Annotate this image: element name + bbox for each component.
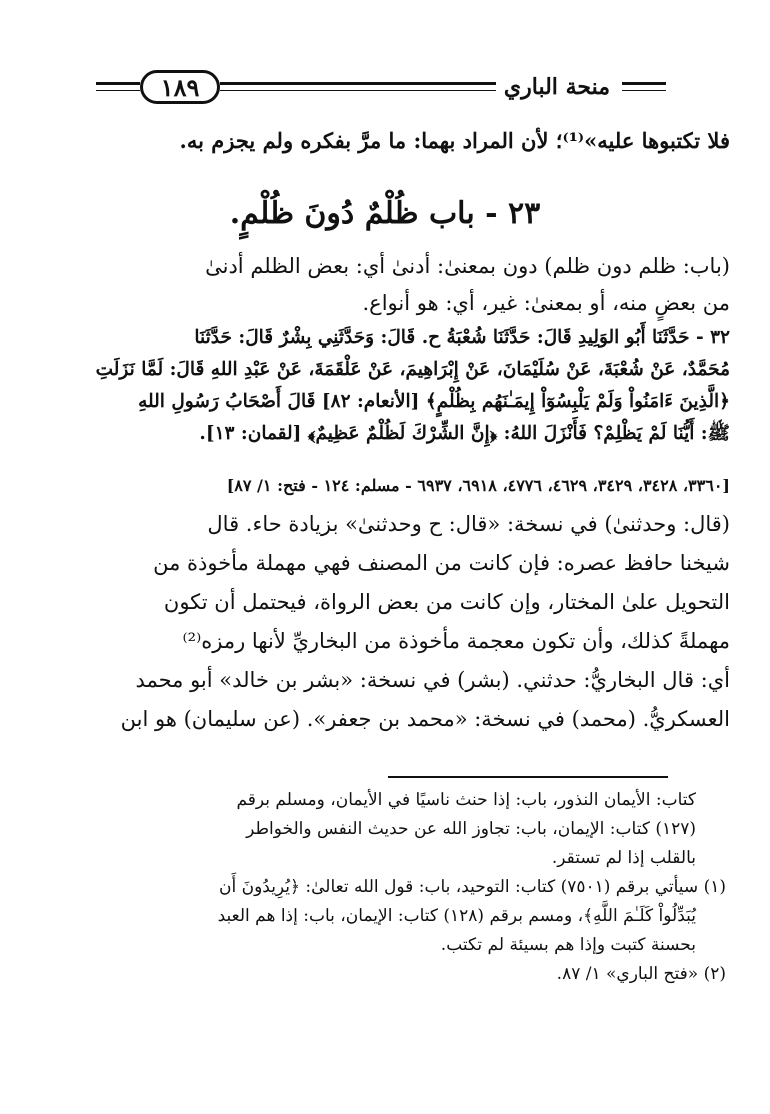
book-title: منحة الباري [503,74,610,100]
hadith-line: ﷺ: أَيُّنَا لَمْ يَظْلِمْ؟ فَأَنْزَلَ اللهُ: ﴿إِنَّ الشِّرْكَ لَظُلْمٌ عَظِيمٌ﴾ [لقمان: ١٣]. [199,423,730,444]
hadith-references: [٣٣٦٠، ٣٤٢٨، ٣٤٢٩، ٤٦٢٩، ٤٧٧٦، ٦٩١٨، ٦٩٣٧ - مسلم: ١٢٤ - فتح: ١/ ٨٧] [226,476,730,495]
footnote-line: (١٢٧) كتاب: الإيمان، باب: تجاوز الله عن حديث النفس والخواطر [246,819,696,839]
commentary-line: العسكريُّ. (محمد) في نسخة: «محمد بن جعفر». (عن سليمان) هو ابن [120,707,730,731]
footnote-line: بحسنة كتبت وإذا هم بسيئة لم تكتب. [440,935,696,955]
hadith-line: ٣٢ - حَدَّثَنَا أَبُو الوَلِيدِ قَالَ: حَدَّثَنَا شُعْبَةُ ح. قَالَ: وَحَدَّثَنِي بِشْرٌ قَالَ: حَدَّثَنَا [194,327,730,348]
header-rule-left-thin [96,90,140,91]
commentary-line: مهملةً كذلك، وأن تكون معجمة مأخوذة من البخاريِّ لأنها رمزه⁽²⁾ [182,629,730,653]
commentary-line: (قال: وحدثنىٰ) في نسخة: «قال: ح وحدثنىٰ» بزيادة حاء. قال [207,512,730,536]
footnote-line: كتاب: الأيمان النذور، باب: إذا حنث ناسيًا في الأيمان، ومسلم برقم [236,790,696,810]
chapter-explanation [40,248,730,322]
footnote-2: (٢) «فتح الباري» ١/ ٨٧. [556,964,726,984]
commentary [40,505,730,739]
text-line: (باب: ظلم دون ظلم) دون بمعنىٰ: أدنىٰ أي: بعض الظلم أدنىٰ [205,254,730,278]
hadith-line: مُحَمَّدٌ، عَنْ شُعْبَةَ، عَنْ سُلَيْمَانَ، عَنْ إِبْرَاهِيمَ، عَنْ عَلْقَمَةَ، عَنْ عَبْدِ اللهِ قَالَ: لَمَّا نَزَلَتِ [95,359,730,380]
header-rule-right-thin [622,90,666,91]
footnote-line: يُبَدِّلُواْ كَلَـٰمَ اللَّهِ﴾، ومسم برقم (١٢٨) كتاب: الإيمان، باب: إذا هم العبد [217,906,696,926]
hadith-line: ﴿الَّذِينَ ءَامَنُواْ وَلَمْ يَلْبِسُوٓاْ إِيمَـٰنَهُم بِظُلْمٍ﴾ [الأنعام: ٨٢] قَالَ أَصْحَابُ رَسُولِ اللهِ [138,391,730,412]
header-rule-middle-thin [220,90,496,91]
page-header [96,70,666,110]
chapter-title: ٢٣ - باب ظُلْمٌ دُونَ ظُلْمٍ. [229,196,541,231]
footnotes [51,786,726,989]
commentary-line: التحويل علىٰ المختار، وإن كانت من بعض الرواة، فيحتمل أن تكون [163,590,730,614]
page-number: ١٨٩ [140,70,220,104]
commentary-line: شيخنا حافظ عصره: فإن كانت من المصنف فهي مهملة مأخوذة من [153,551,730,575]
header-rule-left [96,82,140,85]
footnote-1: (١) سيأتي برقم (٧٥٠١) كتاب: التوحيد، باب: قول الله تعالىٰ: ﴿يُرِيدُونَ أَن [218,877,726,897]
intro-line: فلا تكتبوها عليه»⁽¹⁾؛ لأن المراد بهما: ما مرَّ بفكره ولم يجزم به. [179,128,730,153]
hadith-text [40,322,730,450]
footnote-separator [388,776,668,778]
header-rule-middle [220,82,496,85]
commentary-line: أي: قال البخاريُّ: حدثني. (بشر) في نسخة: «بشر بن خالد» أبو محمد [135,668,730,692]
header-rule-right [622,82,666,85]
footnote-line: بالقلب إذا لم تستقر. [551,848,696,868]
text-line: من بعضٍ منه، أو بمعنىٰ: غير، أي: هو أنواع. [362,291,730,315]
